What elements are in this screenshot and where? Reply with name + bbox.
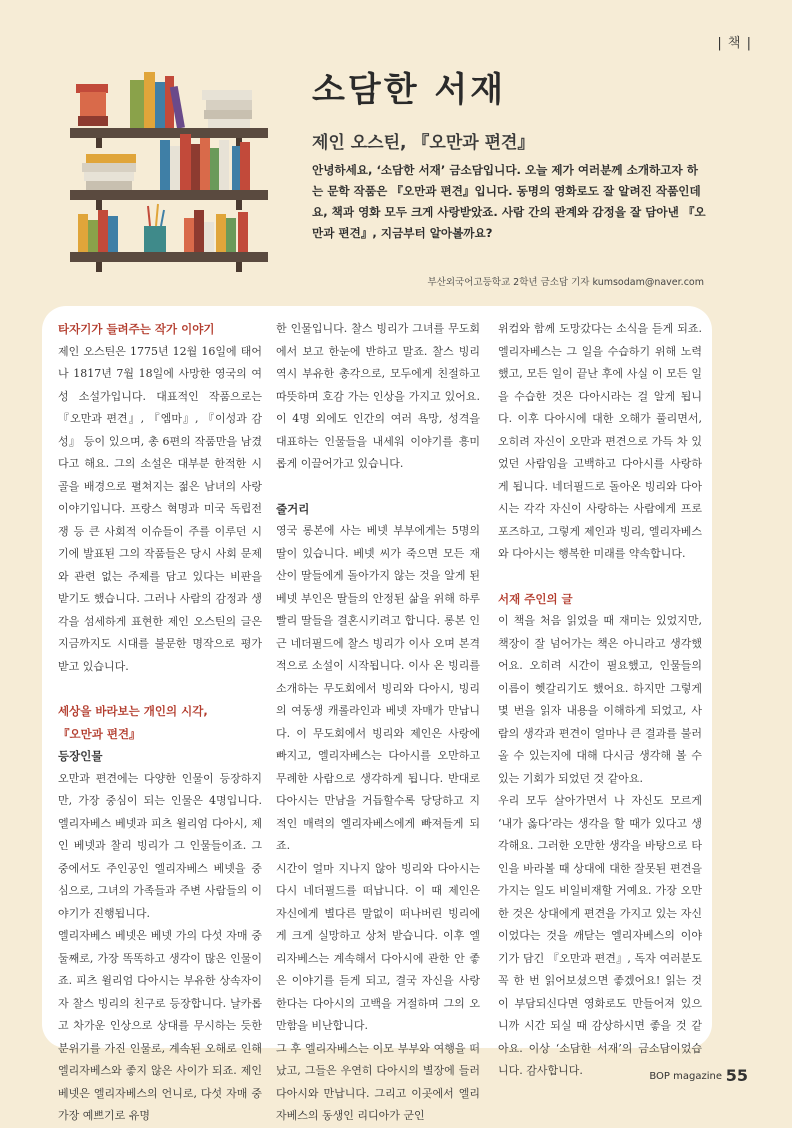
paragraph: 영국 롱본에 사는 베넷 부부에게는 5명의 딸이 있습니다. 베넷 씨가 죽으면 모든 재산이 딸들에게 돌아가지 않는 것을 알게 된 베넷 부인은 딸들의 안정된 삶을 위해 하루빨리 딸들을 결혼시키려고 합니다. 롱본 인근 네더필드에 찰스 빙리가 이사 오며 본격적으로 소설이 시작됩니다. 이사 온 빙리를 소개하는 무도회에서 빙리와 다아시, 빙리의 여동생 캐롤라인과 베넷 자매가 만납니다. 이 무도회에서 빙리와 제인은 사랑에 빠지고, 엘리자베스는 다아시를 오만하고 무례한 사람으로 생각하게 됩니다. 반대로 다아시는 만남을 거듭할수록 당당하고 지적인 매력의 엘리자베스에게 빠져들게 되죠. (276, 524, 480, 852)
magazine-name: BOP magazine (649, 1071, 722, 1082)
page-title: 소담한 서재 (312, 70, 507, 110)
byline: 부산외국어고등학교 2학년 금소담 기자 kumsodam@naver.com (427, 277, 704, 288)
subheading-characters: 등장인물 (58, 749, 103, 763)
paragraph: 오만과 편견에는 다양한 인물이 등장하지만, 가장 중심이 되는 인물은 4명입니다. 엘리자베스 베넷과 피츠 윌리엄 다아시, 제인 베넷과 찰리 빙리가 그 인물들이죠. 그중에서도 주인공인 엘리자베스 베넷을 중심으로, 그녀의 가족들과 주변 사람들의 이야기가 진행됩니다. (58, 771, 262, 920)
section-heading-book-title: 『오만과 편견』 (58, 726, 141, 741)
paragraph: 제인 오스틴은 1775년 12월 16일에 태어나 1817년 7월 18일에 사망한 영국의 여성 소설가입니다. 대표적인 작품으로는 『오만과 편견』, 『엠마』, 『이성과 감성』 등이 있으며, 총 6편의 작품만을 남겼다고 해요. 그의 소설은 대부분 한적한 시골을 배경으로 펼쳐지는 젊은 남녀의 사랑 이야기입니다. 프랑스 혁명과 미국 독립전쟁 등 큰 사회적 이슈들이 주를 이루던 시기에 발표된 그의 작품들은 당시 사회 문제와 관련 없는 주제를 담고 있다는 비판을 받기도 했습니다. 그러나 사람의 감정과 생각을 섬세하게 표현한 제인 오스틴의 글은 지금까지도 시대를 불문한 명작으로 평가받고 있습니다. (58, 344, 262, 673)
article-intro: 안녕하세요, ‘소담한 서재’ 금소담입니다. 오늘 제가 여러분께 소개하고자 하는 문학 작품은 『오만과 편견』입니다. 동명의 영화로도 잘 알려진 작품인데요, 책과 영화 모두 크게 사랑받았죠. 사람 간의 관계와 감정을 잘 담아낸 『오만과 편견』, 지금부터 알아볼까요? (312, 163, 706, 240)
section-tag: | 책 | (717, 36, 752, 51)
column-2 (276, 318, 480, 1128)
paragraph: 시간이 얼마 지나지 않아 빙리와 다아시는 다시 네더필드를 떠납니다. 이 때 제인은 자신에게 별다른 말없이 떠나버린 빙리에게 크게 실망하고 상처 받습니다. 이후 엘리자베스는 계속해서 다아시에 관한 안 좋은 이야기를 듣게 되고, 결국 자신을 사랑한다는 다아시의 고백을 거절하며 그의 오만함을 비난합니다. (276, 861, 480, 1032)
column-3 (498, 318, 702, 1083)
section-heading-review: 서재 주인의 글 (498, 591, 573, 606)
subheading-plot: 줄거리 (276, 501, 310, 516)
section-heading-author: 타자기가 들려주는 작가 이야기 (58, 322, 215, 336)
bookshelf-illustration (66, 50, 272, 280)
page-number: 55 (725, 1066, 748, 1085)
column-1 (58, 318, 262, 1128)
paragraph: 엘리자베스 베넷은 베넷 가의 다섯 자매 중 둘째로, 가장 똑똑하고 생각이 많은 인물이죠. 피츠 윌리엄 다아시는 부유한 상속자이자 찰스 빙리의 친구로 등장합니다. 날카롭고 차가운 인상으로 상대를 무시하는 듯한 분위기를 가진 인물로, 계속된 오해로 인해 엘리자베스와 좋지 않은 사이가 되죠. 제인 베넷은 엘리자베스의 언니로, 다섯 자매 중 가장 예쁘기로 유명 (58, 929, 262, 1122)
paragraph: 그 후 엘리자베스는 이모 부부와 여행을 떠났고, 그들은 우연히 다아시의 별장에 들러 다아시와 만납니다. 그리고 이곳에서 엘리자베스의 동생인 리디아가 군인 (276, 1041, 480, 1122)
paragraph: 위컴와 함께 도망갔다는 소식을 듣게 되죠. 엘리자베스는 그 일을 수습하기 위해 노력했고, 모든 일이 끝난 후에 사실 이 모든 일을 수습한 것은 다아시라는 걸 알게 됩니다. 이후 다아시에 대한 오해가 풀리면서, 오히려 자신이 오만과 편견으로 가득 차 있었던 사람임을 고백하고 다아시를 사랑하게 됩니다. 네더필드로 돌아온 빙리와 다아시는 각각 자신이 사랑하는 사람에게 프로포즈하고, 그렇게 제인과 빙리, 엘리자베스와 다아시는 행복한 미래를 약속합니다. (498, 322, 702, 560)
paragraph: 한 인물입니다. 찰스 빙리가 그녀를 무도회에서 보고 한눈에 반하고 말죠. 찰스 빙리 역시 부유한 총각으로, 모두에게 친절하고 따뜻하며 호감 가는 인상을 가지고 있어요. 이 4명 외에도 인간의 여러 욕망, 성격을 대표하는 인물들을 내세워 이야기를 흥미롭게 이끌어가고 있습니다. (276, 322, 480, 470)
paragraph: 우리 모두 살아가면서 나 자신도 모르게 ‘내가 옳다’라는 생각을 할 때가 있다고 생각해요. 그러한 오만한 생각을 바탕으로 타인을 바라볼 때 상대에 대한 잘못된 편견을 가지는 일도 비일비재할 거예요. 가장 오만한 것은 상대에게 편견을 가지고 있는 자신이었다는 것을 깨닫는 엘리자베스의 이야기가 담긴 『오만과 편견』, 독자 여러분도 꼭 한 번 읽어보셨으면 좋겠어요! 읽는 것이 부담되신다면 영화로도 만들어져 있으니까 시간 되실 때 감상하시면 좋을 것 같아요. 이상 ‘소담한 서재’의 금소담이었습니다. 감사합니다. (498, 794, 702, 1077)
section-heading-book: 세상을 바라보는 개인의 시각, (58, 704, 208, 718)
paragraph: 이 책을 처음 읽었을 때 재미는 있었지만, 책장이 잘 넘어가는 책은 아니라고 생각했어요. 오히려 시간이 필요했고, 인물들의 이름이 헷갈리기도 했어요. 하지만 그렇게 몇 번을 읽자 내용을 이해하게 되었고, 사람의 생각과 편견이 얼마나 큰 결과를 불러올 수 있는지에 대해 다시금 생각해 볼 수 있는 기회가 되었던 것 같아요. (498, 614, 702, 785)
article-subtitle: 제인 오스틴, 『오만과 편견』 (312, 133, 535, 153)
